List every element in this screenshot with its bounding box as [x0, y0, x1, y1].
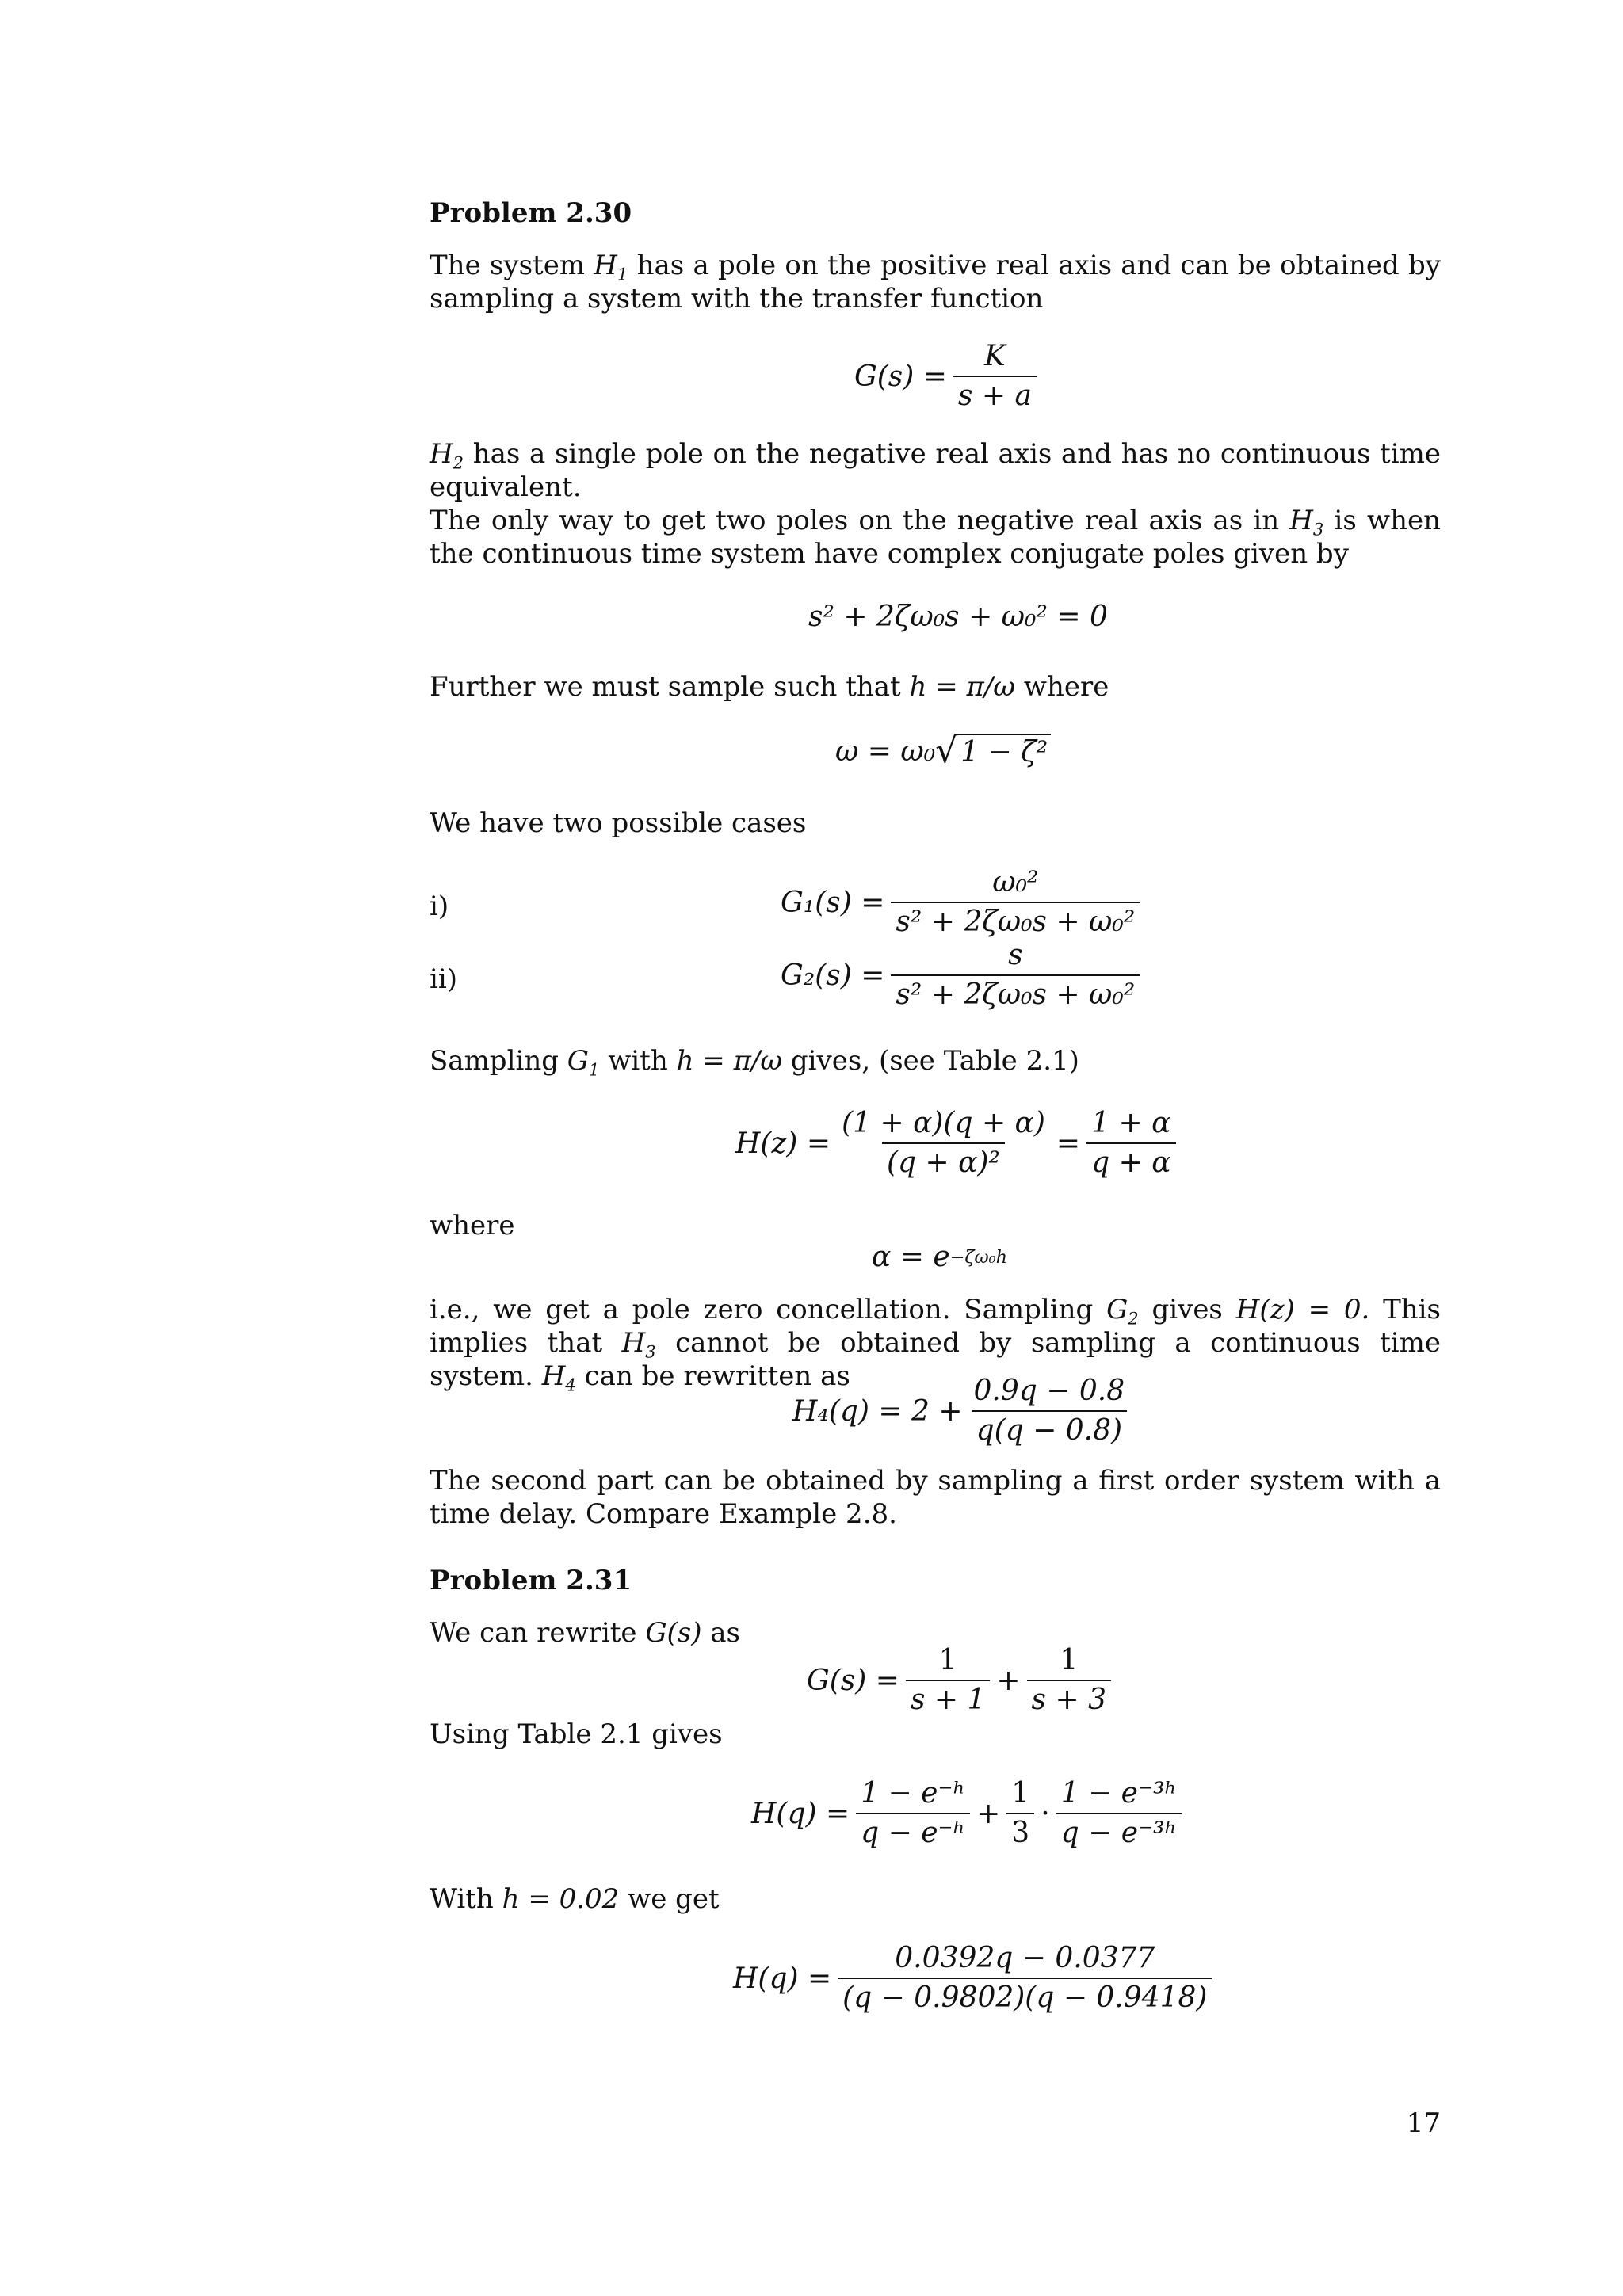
symbol-h3: $H_3$ — [621, 1327, 656, 1362]
denominator: s + a — [953, 376, 1037, 412]
fraction — [906, 1645, 990, 1716]
text: We can rewrite — [430, 1617, 637, 1649]
eq-lhs: G(s) = — [807, 1664, 899, 1697]
symbol-h1: $H_1$ — [594, 250, 628, 284]
numerator: 1 — [938, 1644, 957, 1676]
paragraph-7: where — [430, 1210, 515, 1241]
text: Sampling — [430, 1045, 559, 1077]
symbol-h3: $H_3$ — [1289, 505, 1324, 540]
equation-characteristic: s² + 2ζω₀s + ω₀² = 0 — [808, 601, 1108, 633]
numerator: K — [983, 340, 1006, 372]
fraction — [1027, 1645, 1111, 1716]
equals-sign: = — [1056, 1127, 1081, 1160]
text: gives — [1151, 1294, 1223, 1325]
fraction — [891, 940, 1140, 1011]
radicand: 1 − ζ² — [957, 734, 1051, 769]
fraction — [969, 1375, 1130, 1447]
paragraph-11: Using Table 2.1 gives — [430, 1718, 723, 1750]
paragraph-9: The second part can be obtained by sampling a first order system with a time delay. Compare Example 2.8. — [430, 1465, 1441, 1530]
problem-2-31-heading: Problem 2.31 — [430, 1565, 632, 1596]
numerator: 1 − e⁻ʰ — [861, 1777, 966, 1810]
fraction — [953, 341, 1037, 412]
fraction — [838, 1943, 1212, 2014]
eq-lhs: ω = ω₀ — [835, 734, 936, 768]
text: This implies that — [430, 1294, 1441, 1359]
paragraph-1 — [430, 249, 1441, 315]
dot-operator: · — [1041, 1797, 1050, 1830]
case-label-ii: ii) — [430, 963, 458, 995]
denominator: s + 3 — [1027, 1680, 1111, 1716]
paragraph-3 — [430, 504, 1441, 570]
text: i.e., we get a pole zero concellation. Sampling — [430, 1294, 1094, 1325]
fraction — [1006, 1778, 1034, 1849]
text: with — [608, 1045, 668, 1077]
text: where — [1023, 671, 1109, 703]
equation-alpha: α = e −ζω₀h — [872, 1241, 1007, 1273]
case-label-i: i) — [430, 891, 449, 922]
equation-final — [733, 1943, 1218, 2014]
eq-lhs: H(q) = — [751, 1797, 850, 1830]
symbol-h2: $H_2$ — [430, 438, 464, 473]
text: The system — [430, 250, 586, 281]
paragraph-2 — [430, 437, 1441, 504]
paragraph-5: We have two possible cases — [430, 807, 807, 839]
numerator: s — [1008, 939, 1023, 971]
fraction — [891, 867, 1140, 938]
text: With — [430, 1883, 494, 1915]
equation-omega — [835, 730, 1051, 771]
numerator: (1 + α)(q + α) — [842, 1107, 1045, 1139]
inline-math: h = π/ω — [676, 1045, 783, 1077]
denominator: (q − 0.9802)(q − 0.9418) — [838, 1978, 1212, 2014]
eq-lhs: G(s) = — [854, 360, 947, 393]
equation-G-partial — [807, 1645, 1117, 1716]
problem-2-30-heading: Problem 2.30 — [430, 197, 632, 229]
numerator: 1 — [1011, 1777, 1030, 1810]
text: Further we must sample such that — [430, 671, 901, 703]
text: as — [710, 1617, 740, 1649]
paragraph-12 — [430, 1882, 1441, 1916]
eq-lhs: G₂(s) = — [781, 959, 885, 992]
fraction — [1056, 1778, 1182, 1849]
text: The only way to get two poles on the negative real axis as in — [430, 505, 1280, 536]
inline-math: h = π/ω — [909, 671, 1016, 703]
denominator: s² + 2ζω₀s + ω₀² — [891, 902, 1140, 938]
denominator: q − e⁻³ʰ — [1056, 1813, 1182, 1849]
denominator: q + α — [1086, 1142, 1175, 1179]
text: has a single pole on the negative real axis and has no continuous time equivalent. — [430, 438, 1441, 503]
equation-Hq — [751, 1778, 1188, 1849]
numerator: ω₀² — [992, 866, 1039, 898]
paragraph-4 — [430, 670, 1441, 704]
plus-sign: + — [976, 1797, 1001, 1830]
text: has a pole on the positive real axis and can be obtained by sampling a system with the transfer function — [430, 250, 1442, 315]
numerator: 1 + α — [1091, 1107, 1171, 1139]
square-root — [935, 730, 1051, 771]
denominator: s + 1 — [906, 1680, 990, 1716]
eq-lhs: H(z) = — [735, 1127, 831, 1160]
numerator: 0.9q − 0.8 — [973, 1375, 1125, 1407]
denominator: s² + 2ζω₀s + ω₀² — [891, 974, 1140, 1011]
equation-G2 — [781, 940, 1146, 1011]
fraction — [837, 1108, 1050, 1179]
sqrt-icon: √ — [935, 730, 958, 771]
denominator: q(q − 0.8) — [972, 1410, 1127, 1447]
eq-lhs: G₁(s) = — [781, 886, 885, 919]
eq-lhs: H(q) = — [733, 1962, 832, 1995]
numerator: 0.0392q − 0.0377 — [895, 1942, 1155, 1974]
denominator: q − e⁻ʰ — [856, 1813, 970, 1849]
symbol-g2: $G_2$ — [1106, 1294, 1139, 1329]
text: cannot be obtained by sampling a continuous time system. — [430, 1327, 1442, 1392]
denominator: 3 — [1006, 1813, 1034, 1849]
equation-G1 — [781, 867, 1146, 938]
inline-math: h = 0.02 — [502, 1883, 620, 1915]
text: gives, (see Table 2.1) — [790, 1045, 1079, 1077]
inline-math: H(z) = 0. — [1235, 1294, 1370, 1325]
numerator: 1 − e⁻³ʰ — [1060, 1777, 1177, 1810]
fraction — [856, 1778, 970, 1849]
paragraph-6 — [430, 1044, 1441, 1080]
equation-Hz — [735, 1108, 1182, 1179]
plus-sign: + — [996, 1664, 1021, 1697]
symbol-h4: $H_4$ — [541, 1360, 576, 1395]
text: is when the continuous time system have complex conjugate poles given by — [430, 505, 1441, 570]
numerator: 1 — [1060, 1644, 1079, 1676]
equation-H4 — [792, 1375, 1136, 1447]
fraction — [1086, 1108, 1175, 1179]
text: can be rewritten as — [584, 1360, 850, 1392]
symbol-g1: $G_1$ — [567, 1045, 600, 1080]
page-number: 17 — [1406, 2107, 1441, 2139]
text: we get — [628, 1883, 720, 1915]
equation-G — [854, 341, 1043, 412]
eq-lhs: H₄(q) = 2 + — [792, 1394, 963, 1428]
denominator: (q + α)² — [882, 1142, 1005, 1179]
inline-math: G(s) — [645, 1617, 702, 1649]
eq-body: α = e — [872, 1241, 950, 1273]
